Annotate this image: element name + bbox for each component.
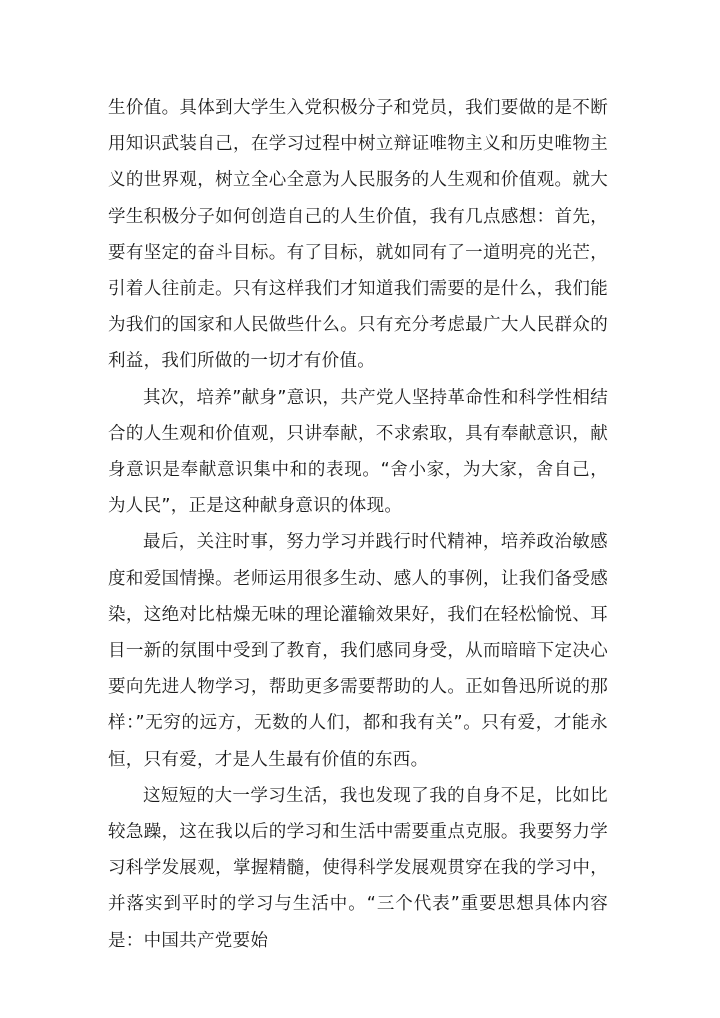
paragraph-4: 这短短的大一学习生活，我也发现了我的自身不足，比如比较急躁，这在我以后的学习和生活中需要重点克服。我要努力学习科学发展观，掌握精髓，使得科学发展观贯穿在我的学习中，并落实到平时的学习与生活中。“三个代表”重要思想具体内容是：中国共产党要始 <box>108 785 608 951</box>
document-body <box>108 90 608 959</box>
paragraph-3: 最后，关注时事，努力学习并践行时代精神，培养政治敏感度和爱国情操。老师运用很多生动、感人的事例，让我们备受感染，这绝对比枯燥无味的理论灌输效果好，我们在轻松愉悦、耳目一新的氛围中受到了教育，我们感同身受，从而暗暗下定决心要向先进人物学习，帮助更多需要帮助的人。正如鲁迅所说的那样：”无穷的远方，无数的人们，都和我有关”。只有爱，才能永恒，只有爱，才是人生最有价值的东西。 <box>108 532 608 770</box>
paragraph-2: 其次，培养”献身”意识，共产党人坚持革命性和科学性相结合的人生观和价值观，只讲奉献，不求索取，具有奉献意识，献身意识是奉献意识集中和的表现。“舍小家，为大家，舍自己，为人民”，正是这种献身意识的体现。 <box>108 387 608 517</box>
paragraph-1: 生价值。具体到大学生入党积极分子和党员，我们要做的是不断用知识武装自己，在学习过程中树立辩证唯物主义和历史唯物主义的世界观，树立全心全意为人民服务的人生观和价值观。就大学生积极分子如何创造自己的人生价值，我有几点感想：首先，要有坚定的奋斗目标。有了目标，就如同有了一道明亮的光芒，引着人往前走。只有这样我们才知道我们需要的是什么，我们能为我们的国家和人民做些什么。只有充分考虑最广大人民群众的利益，我们所做的一切才有价值。 <box>108 98 608 372</box>
